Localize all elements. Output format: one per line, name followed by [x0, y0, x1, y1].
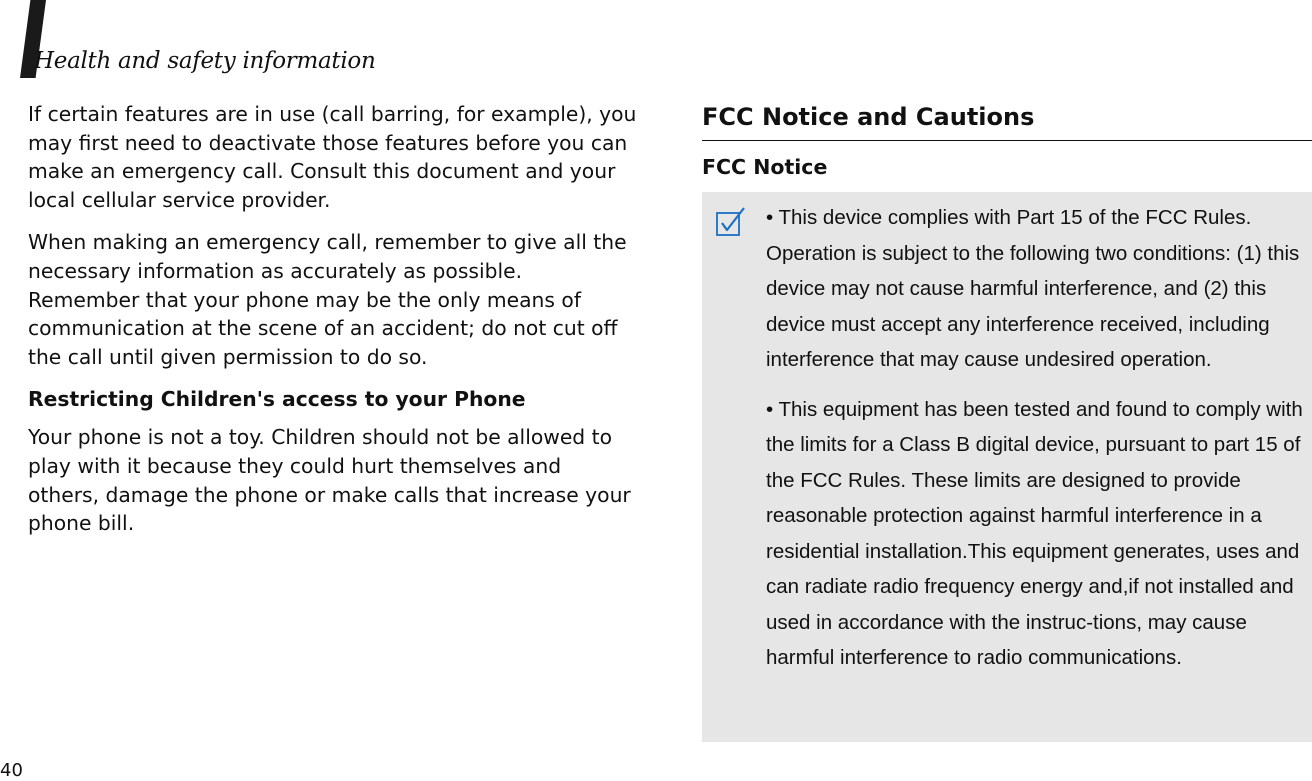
section-title-fcc: FCC Notice and Cautions	[702, 100, 1312, 141]
checkbox-check-icon	[716, 206, 748, 236]
page-number: 40	[0, 760, 23, 781]
heading-restricting-children: Restricting Children's access to your Phone	[28, 387, 526, 412]
paragraph-phone-not-toy: Your phone is not a toy. Children should not be allowed to play with it because they could hurt themselves and others, damage the phone or make calls that increase your phone bill.	[28, 425, 631, 536]
subtitle-fcc-notice: FCC Notice	[702, 155, 828, 179]
paragraph-emergency-features: If certain features are in use (call barring, for example), you may first need to deactivate those features before you can make an emergency call. Consult this document and your local cellular service provider.	[28, 102, 637, 212]
fcc-notice-part15: • This device complies with Part 15 of the FCC Rules. Operation is subject to the following two conditions: (1) this device may not cause harmful interference, and (2) this device must accept any interference received, including interference that may cause undesired operation.	[766, 206, 1300, 371]
paragraph-emergency-call: When making an emergency call, remember to give all the necessary information as accurately as possible. Remember that your phone may be the only means of communication at the scene of an accident; do not cut off the call until given permission to do so.	[28, 230, 627, 369]
fcc-notice-classb: • This equipment has been tested and found to comply with the limits for a Class B digital device, pursuant to part 15 of the FCC Rules. These limits are designed to provide reasonable protection against harmful interference in a residential installation.This equipment generates, uses and can radiate radio frequency energy and,if not installed and used in accordance with the instruc-tions, may cause harmful interference to radio communications.	[766, 397, 1303, 669]
fcc-notice-text	[766, 200, 1306, 690]
right-column	[702, 100, 1312, 181]
fcc-notice-box	[702, 192, 1312, 742]
left-column	[28, 100, 638, 552]
page-header-title: Health and safety information	[34, 48, 376, 74]
